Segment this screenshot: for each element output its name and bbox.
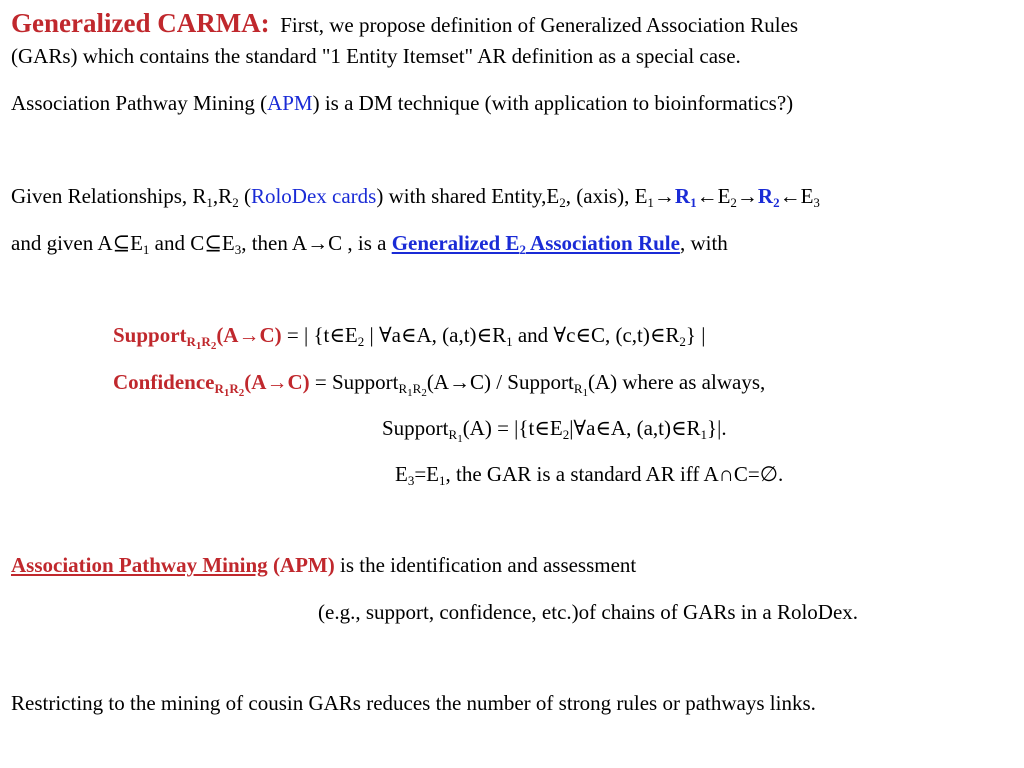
apm-definition-line-2: (e.g., support, confidence, etc.)of chains of GARs in a RoloDex.: [318, 600, 859, 624]
restricting-statement: Restricting to the mining of cousin GARs reduces the number of strong rules or pathways links.: [11, 691, 816, 715]
apm-acronym: APM: [267, 91, 313, 115]
intro-text-2: (GARs) which contains the standard "1 Entity Itemset" AR definition as a special case.: [11, 44, 741, 68]
and-given-line: and given $A⊆E_1$ and $C⊆E_3$, then A→C , is a Generalized $E_2$ Association Rule, with: [11, 231, 728, 257]
generalized-e2-ar-link[interactable]: Generalized $E_2$ Association Rule: [391, 231, 680, 257]
page-title: Generalized CARMA:: [11, 8, 270, 38]
given-relationships-line: Given Relationships, $R_1,R_2$ (RoloDex cards) with shared $Entity,E_2$, (axis), $E_1\to R_1\leftarrow E_2\to R_2\leftarrow E_3$: [11, 184, 820, 210]
intro-text-1: First, we propose definition of Generalized Association Rules: [280, 13, 799, 37]
e3-equals-e1-note: $E_3=E_1$, the GAR is a standard AR iff A∩C=∅.: [395, 462, 784, 488]
support-r1-definition: Support$_{R_1}$(A) = $|\{t\in E_2|\forall a\in A$, $(a,t)\in R_1\}|$.: [382, 416, 727, 445]
confidence-definition: Confidence$_{R_1R_2}$(A→C) = Support$_{R_1R_2}$(A→C) / Support$_{R_1}$(A) where as always,: [113, 370, 766, 399]
intro-line-1: [11, 10, 798, 38]
support-definition: Support$_{R_1R_2}$(A→C) = | {$t\in E_2$ | ∀a∈A, $(a,t)\in R_1$ and ∀c∈C, $(c,t)\in R_2$} |: [113, 323, 706, 352]
rolodex-cards-text: RoloDex cards: [250, 184, 377, 208]
apm-definition: Association Pathway Mining (APM) is the identification and assessment: [11, 553, 637, 577]
apm-intro-line: Association Pathway Mining (APM) is a DM technique (with application to bioinformatics?): [11, 91, 794, 115]
apm-link[interactable]: Association Pathway Mining: [11, 553, 268, 577]
